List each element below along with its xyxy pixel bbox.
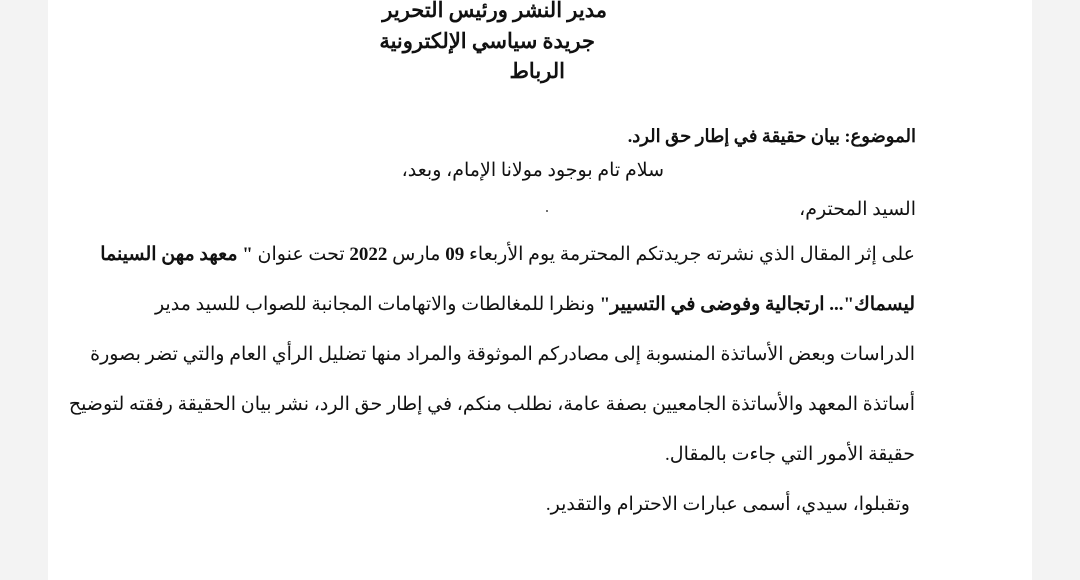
closing-line: وتقبلوا، سيدي، أسمى عبارات الاحترام والتقدير. [545,494,910,515]
article-month: مارس [392,244,441,265]
subject-line: الموضوع: بيان حقيقة في إطار حق الرد. [627,126,916,146]
body-text-segment: على إثر المقال الذي نشرته جريدتكم المحترمة يوم الأربعاء [468,244,915,265]
article-day: 09 [445,244,465,265]
body-text-segment: تحت عنوان [257,244,345,265]
header-newspaper-name: جريدة سياسي الإلكترونية [379,29,595,53]
body-paragraph-line-5: حقيقة الأمور التي جاءت بالمقال. [665,444,915,465]
body-paragraph-line-2 [154,293,915,316]
header-director-title: مدير النشر ورئيس التحرير [382,0,607,22]
article-title-part-1: " معهد مهن السينما [100,244,253,265]
body-paragraph-line-1 [100,243,915,266]
document-page [48,0,1032,580]
article-year: 2022 [349,244,388,265]
article-title-part-2: ليسماك"... ارتجالية وفوضى في التسيير" [599,294,915,315]
scan-speck [546,210,548,212]
header-city: الرباط [509,59,565,83]
body-paragraph-line-3: الدراسات وبعض الأساتذة المنسوبة إلى مصادركم الموثوقة والمراد منها تضليل الرأي العام والتي تضر بصورة [90,344,915,365]
greeting-line: سلام تام بوجود مولانا الإمام، وبعد، [401,160,664,181]
body-paragraph-line-4: أساتذة المعهد والأساتذة الجامعيين بصفة عامة، نطلب منكم، في إطار حق الرد، نشر بيان الحقيقة رفقته لتوضيح [68,394,915,415]
body-text-segment: ونظرا للمغالطات والاتهامات المجانبة للصواب للسيد مدير [154,294,595,315]
salutation-line: السيد المحترم، [799,199,916,220]
